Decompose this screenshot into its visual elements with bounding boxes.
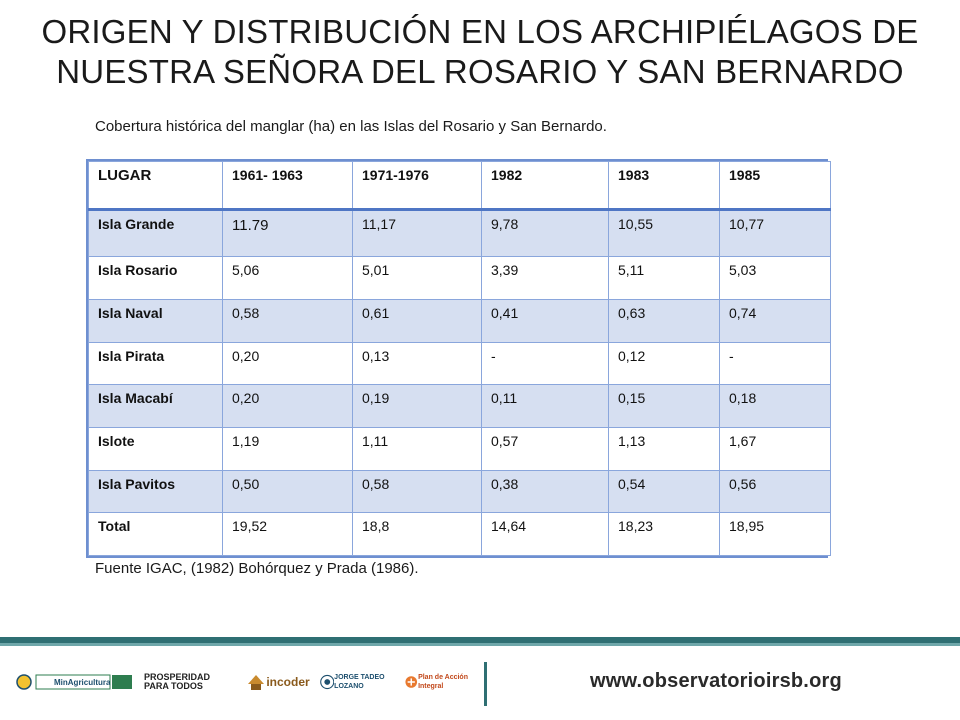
header-1971-1976: 1971-1976 xyxy=(353,162,482,210)
cell-value: 14,64 xyxy=(482,513,609,556)
website-link[interactable]: www.observatorioirsb.org xyxy=(590,670,842,692)
cell-value: 10,55 xyxy=(609,210,720,257)
table-row xyxy=(89,257,831,300)
prosperidad-text: PROSPERIDAD PARA TODOS xyxy=(144,672,211,691)
header-1961-1963: 1961- 1963 xyxy=(223,162,353,210)
cell-value: - xyxy=(482,342,609,385)
cell-value: 1,13 xyxy=(609,428,720,471)
cell-value: 5,06 xyxy=(223,257,353,300)
cell-value: 1,19 xyxy=(223,428,353,471)
cell-value: 0,18 xyxy=(720,385,831,428)
cell-place: Islote xyxy=(89,428,223,471)
header-1982: 1982 xyxy=(482,162,609,210)
table-row xyxy=(89,300,831,343)
table-caption: Cobertura histórica del manglar (ha) en las Islas del Rosario y San Bernardo. xyxy=(95,118,607,135)
table-row xyxy=(89,385,831,428)
cell-value: 0,57 xyxy=(482,428,609,471)
plan-accion-text: Plan de Acción Integral xyxy=(418,674,468,690)
cell-value: 3,39 xyxy=(482,257,609,300)
cell-value: 0,13 xyxy=(353,342,482,385)
cell-value: 18,8 xyxy=(353,513,482,556)
cell-value: 0,41 xyxy=(482,300,609,343)
table-row xyxy=(89,210,831,257)
cell-place: Isla Naval xyxy=(89,300,223,343)
cell-place: Isla Pirata xyxy=(89,342,223,385)
cell-place: Total xyxy=(89,513,223,556)
header-1985: 1985 xyxy=(720,162,831,210)
universidad-text: JORGE TADEO LOZANO xyxy=(334,674,385,690)
cell-value: 5,03 xyxy=(720,257,831,300)
cell-value: 18,95 xyxy=(720,513,831,556)
partner-logos xyxy=(14,657,474,707)
cell-value: 18,23 xyxy=(609,513,720,556)
header-1983: 1983 xyxy=(609,162,720,210)
title-line-1: ORIGEN Y DISTRIBUCIÓN EN LOS ARCHIPIÉLAGOS DE xyxy=(41,13,919,50)
footer-divider-light xyxy=(0,643,960,646)
plan-accion-logo xyxy=(404,672,474,692)
table-row xyxy=(89,428,831,471)
cell-value: 0,11 xyxy=(482,385,609,428)
universidad-logo xyxy=(320,671,394,693)
cell-value: 0,15 xyxy=(609,385,720,428)
cell-value: 11,17 xyxy=(353,210,482,257)
incoder-text: incoder xyxy=(266,674,310,689)
page-title xyxy=(0,12,960,92)
mangrove-table xyxy=(86,159,828,558)
cell-value: 0,12 xyxy=(609,342,720,385)
prosperidad-logo xyxy=(144,673,236,691)
cell-value: 1,67 xyxy=(720,428,831,471)
table-row xyxy=(89,342,831,385)
cell-value: 0,58 xyxy=(353,470,482,513)
cell-place: Isla Macabí xyxy=(89,385,223,428)
cell-place: Isla Pavitos xyxy=(89,470,223,513)
cell-value: 11.79 xyxy=(223,210,353,257)
cell-value: 9,78 xyxy=(482,210,609,257)
cell-place: Isla Grande xyxy=(89,210,223,257)
cell-value: 0,74 xyxy=(720,300,831,343)
cell-value: 0,38 xyxy=(482,470,609,513)
cell-value: 10,77 xyxy=(720,210,831,257)
header-lugar: LUGAR xyxy=(89,162,223,210)
cell-value: 0,58 xyxy=(223,300,353,343)
cell-value: 0,56 xyxy=(720,470,831,513)
cell-value: 19,52 xyxy=(223,513,353,556)
minagricultura-text: MinAgricultura xyxy=(54,677,111,687)
cell-value: 0,20 xyxy=(223,342,353,385)
cell-value: - xyxy=(720,342,831,385)
source-note: Fuente IGAC, (1982) Bohórquez y Prada (1986). xyxy=(95,560,419,577)
cell-value: 0,54 xyxy=(609,470,720,513)
incoder-logo xyxy=(246,672,309,692)
cell-place: Isla Rosario xyxy=(89,257,223,300)
cell-value: 1,11 xyxy=(353,428,482,471)
cell-value: 5,01 xyxy=(353,257,482,300)
title-line-2: NUESTRA SEÑORA DEL ROSARIO Y SAN BERNARDO xyxy=(56,53,904,90)
cell-value: 0,63 xyxy=(609,300,720,343)
cell-value: 0,19 xyxy=(353,385,482,428)
cell-value: 0,50 xyxy=(223,470,353,513)
footer-vertical-divider xyxy=(484,662,487,706)
table-header-row xyxy=(89,162,831,210)
cell-value: 0,61 xyxy=(353,300,482,343)
cell-value: 0,20 xyxy=(223,385,353,428)
table-row-total xyxy=(89,513,831,556)
table-row xyxy=(89,470,831,513)
cell-value: 5,11 xyxy=(609,257,720,300)
minagricultura-logo xyxy=(14,672,134,692)
